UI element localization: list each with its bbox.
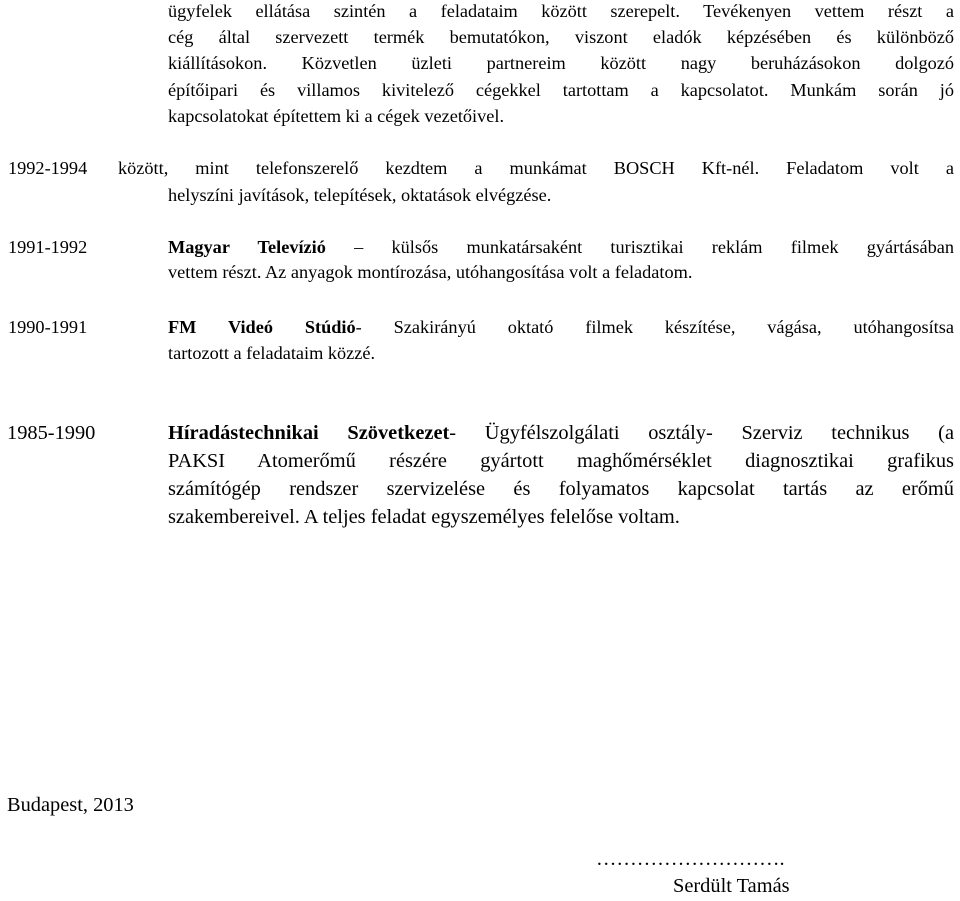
entry-1992-1994 [0, 155, 960, 215]
entry-line: helyszíni javítások, telepítések, oktatások elvégzése. [168, 185, 552, 205]
entry-line-rest: - Szakirányú oktató filmek készítése, vágása, utóhangosítsa [355, 317, 954, 337]
entry-line: PAKSI Atomerőmű részére gyártott maghőmérséklet diagnosztikai grafikus [168, 450, 954, 472]
entry-line: vettem részt. Az anyagok montírozása, utóhangosítása volt a feladatom. [168, 262, 693, 282]
entry-line [168, 314, 954, 340]
entry-1985-1990 [0, 419, 960, 539]
signature-dots: ………………………. [596, 848, 785, 870]
intro-line: kiállításokon. Közvetlen üzleti partnereim között nagy beruházásokon dolgozó [168, 53, 954, 73]
entry-year: 1991-1992 [8, 237, 88, 257]
entry-line [168, 234, 954, 260]
company-name: Híradástechnikai Szövetkezet [168, 422, 450, 444]
entry-line: között, mint telefonszerelő kezdtem a munkámat BOSCH Kft-nél. Feladatom volt a [118, 158, 954, 178]
company-name: Magyar Televízió [168, 237, 326, 257]
entry-line [168, 419, 954, 448]
intro-paragraph [168, 0, 954, 140]
entry-year: 1990-1991 [8, 317, 88, 337]
intro-line: kapcsolatokat építettem ki a cégek vezetőivel. [168, 106, 505, 126]
signer-name: Serdült Tamás [673, 875, 790, 897]
entry-1990-1991 [0, 314, 960, 374]
entry-line-rest: - Ügyfélszolgálati osztály- Szerviz technikus (a [449, 422, 954, 444]
entry-line: számítógép rendszer szervizelése és folyamatos kapcsolat tartás az erőmű [168, 478, 954, 500]
intro-line: cég által szervezett termék bemutatókon, viszont eladók képzésében és különböző [168, 27, 954, 47]
entry-1991-1992 [0, 234, 960, 294]
entry-year: 1985-1990 [7, 422, 96, 444]
entry-line: szakembereivel. A teljes feladat egyszemélyes felelőse voltam. [168, 506, 680, 528]
entry-line: tartozott a feladataim közzé. [168, 343, 376, 363]
intro-line: ügyfelek ellátása szintén a feladataim között szerepelt. Tevékenyen vettem részt a [168, 1, 954, 21]
place-date: Budapest, 2013 [7, 794, 134, 816]
entry-line-rest: – külsős munkatársaként turisztikai reklám filmek gyártásában [325, 237, 954, 257]
intro-line: építőipari és villamos kivitelező cégekkel tartottam a kapcsolatot. Munkám során jó [168, 80, 954, 100]
entry-year: 1992-1994 [8, 158, 88, 178]
company-name: FM Videó Stúdió [168, 317, 356, 337]
